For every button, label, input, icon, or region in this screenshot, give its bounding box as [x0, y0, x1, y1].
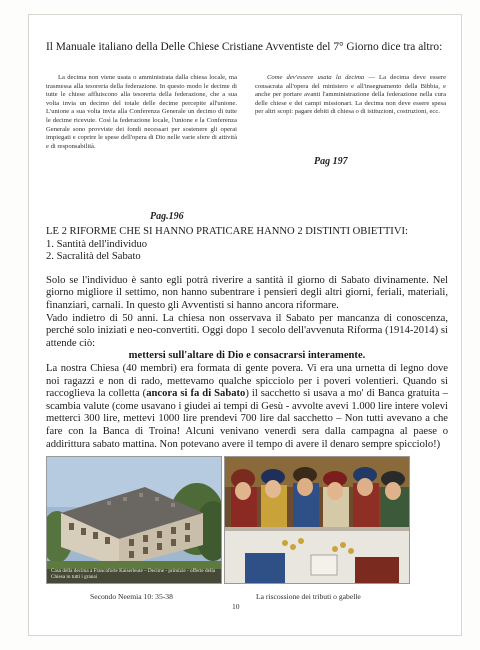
list-item: 2. Sacralità del Sabato [46, 251, 141, 263]
tithe-house-illustration [47, 457, 221, 583]
paragraph-3-start: La nostra Chiesa (40 membri) era formata di gente povera. Vi era una urnetta di legno dove noi ragazzi e non di rado, mettevamo qualche spicciolo per i poveri volentieri. Quando si raccoglieva la colletta ( [46, 362, 448, 400]
tax-collection-painting [224, 456, 410, 584]
scan-column-left: La decima non viene usata o amministrata dalla chiesa locale, ma trasmessa alla tesoreria della federazione. In questo modo le decime di tutte le chiese affluiscono alla tesoreria della federazione, che a sua volta invia un decimo del totale delle decime percepite all'unione. L'unione a sua volta invia alla Conferenza Generale un decimo di tutte le decime ricevute. Così la federazione locale, l'unione e la Conferenza Generale sono provviste dei fondi necessari per sostenere gli operai impiegati e coprire le spese dell'opera di Dio nelle varie sfere di attività e di responsabilità. [46, 74, 237, 150]
paragraph-1: Solo se l'individuo è santo egli potrà riverire a santità il giorno di Sabato divinamente. Nel giorno migliore il settimo, non hanno subentrare i pensieri degli altri giorni, feriali, materiali, finanziari, carnali. In questo gli Avventisti si hanno ancora riformare. [46, 274, 448, 311]
tax-collection-illustration [225, 457, 409, 583]
scan-right-body: — La decima deve essere consacrata all'opera del ministero e all'insegnamento della Bibbia, e anche per portare avanti l'amministrazione della federazione nella cura delle chiese e dei campi missionari. La decima non deve essere spesa per altri scopi: pagare debiti di chiesa o di istituzioni, costruzioni, ecc. [255, 74, 447, 116]
page-number: 10 [232, 602, 240, 611]
list-item: 1. Santità dell'individuo [46, 238, 148, 250]
caption-right: La riscossione dei tributi o gabelle [256, 592, 361, 601]
scan-right-title: Come dev'essere usata la decima [267, 74, 365, 81]
caption-left: Secondo Neemia 10: 35-38 [90, 592, 173, 601]
scanned-excerpt [46, 74, 446, 192]
paragraph-2-emphasis: mettersi sull'altare di Dio e consacrarsi interamente. [128, 350, 366, 362]
page-reference-left: Pag.196 [150, 211, 184, 222]
tithe-house-photo [46, 456, 222, 584]
illustrations [46, 456, 408, 584]
paragraph-2: Vado indietro di 50 anni. La chiesa non osservava il Sabato per mancanza di conoscenza, perché solo iniziati e neo-convertiti. Oggi dopo 1 secolo dell'avvenuta Riforma (1914-2014) si attende ciò: [46, 312, 448, 349]
paragraph-3 [46, 363, 448, 451]
photo-overlay-caption: Casa della decima a Francoforte Kaiserleute – Decime - primizie - offerte della Chiesa in tutti i granai [51, 567, 216, 580]
scan-column-right [255, 74, 446, 192]
page-reference-right: Pag 197 [314, 156, 348, 167]
objectives-list [46, 239, 448, 264]
section-heading: LE 2 RIFORME CHE SI HANNO PRATICARE HANNO 2 DISTINTI OBIETTIVI: [46, 226, 408, 237]
body-text [46, 226, 448, 451]
paragraph-3-highlight: ancora si fa di Sabato [146, 388, 246, 400]
intro-text: Il Manuale italiano della Delle Chiese Cristiane Avventiste del 7° Giorno dice tra altro: [46, 41, 443, 53]
paragraph-3-end: ) il sacchetto si usava a mo' di Banca gratuita – scambia valute (come usavano i giudei ai tempi di Gesù - avvolte avevi 1.000 lire intere volevi mettercì 300 lire, mettevi 1000 lire prendevi 700 lire dal sacchetto – Non tutti avevano a che fare con la Banca di Troina! Alcuni venivano venerdì sera dalla campagna al paese o addirittura sabato mattina. Non potevano avere il tempo di avere il denaro sempre spicciolo!) [46, 388, 448, 450]
